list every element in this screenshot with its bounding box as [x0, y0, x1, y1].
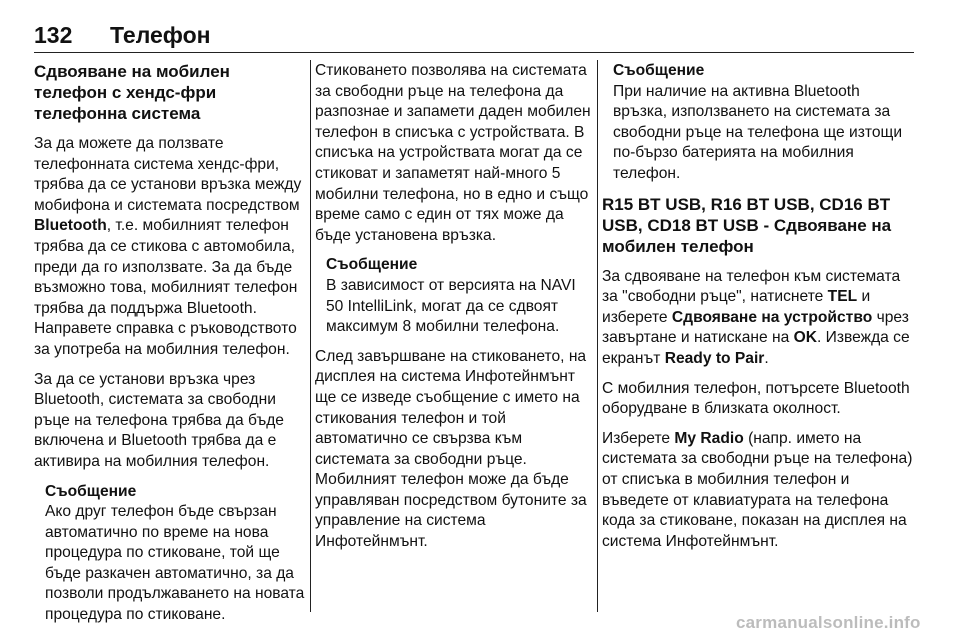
running-title: Телефон: [110, 22, 211, 48]
note-title: Съобщение: [326, 256, 418, 274]
column-3: [602, 61, 916, 561]
paragraph-pair-steps: За сдвояване на телефон към системата за "свободни ръце", натиснете TEL и изберете Сдвояване на устройство чрез завъртане и натискане на OK. Извежда се екранът Ready to Pair.: [602, 267, 910, 367]
page-number: 132: [34, 22, 73, 48]
ready-to-pair-term: Ready to Pair: [664, 349, 765, 367]
note-title: Съобщение: [613, 62, 705, 79]
paragraph-search: С мобилния телефон, потърсете Bluetooth оборудване в близката околност.: [602, 379, 910, 418]
paragraph-intro: За да можете да ползвате телефонната система хендс-фри, трябва да се установи връзка между мобифона и системата посредством Bluetooth, т.е. мобилният телефон трябва да се стикова с автомобила, преди да го използвате. За да бъде възможно това, мобилният телефон трябва да поддържа Bluetooth. Направете справка с ръководството за употреба на мобилния телефон.: [34, 135, 302, 358]
my-radio-term: My Radio: [674, 429, 744, 447]
header-rule: [34, 52, 914, 53]
paragraph-select: Изберете My Radio (напр. името на системата за свободни ръце на телефона) от списъка в мобилния телефон и въведете от клавиатурата на телефона кода за стиковане, показан на дисплея на система Инфотейнмънт.: [602, 429, 913, 550]
note-text: При наличие на активна Bluetooth връзка, използването на системата за свободни ръце на телефона ще изтощи по-бързо батерията на мобилния телефон.: [613, 82, 903, 182]
page-header: [34, 22, 914, 52]
note-box: [613, 61, 916, 185]
ok-term: OK: [793, 329, 818, 347]
column-1: [34, 61, 306, 635]
watermark: carmanualsonline.info: [736, 613, 921, 632]
note-box: [326, 255, 593, 337]
note-text: В зависимост от версията на NAVI 50 IntelliLink, могат да се сдвоят максимум 8 мобилни телефона.: [326, 276, 576, 336]
paragraph-connection: За да се установи връзка чрез Bluetooth, системата за свободни ръце на телефона трябва да бъде включена и Bluetooth трябва да е активира на мобилния телефон.: [34, 370, 284, 470]
column-2: [315, 61, 593, 562]
pair-device-term: Сдвояване на устройство: [671, 308, 873, 326]
column-divider-1: [310, 60, 311, 612]
paragraph-after-pairing: След завършване на стиковането, на дисплея на система Инфотейнмънт ще се изведе съобщение с името на стикования телефон и той автоматично се свързва към системата за свободни ръце. Мобилният телефон може да бъде управляван посредством бутоните за управление на система Инфотейнмънт.: [315, 347, 587, 551]
section-heading-models: R15 BT USB, R16 BT USB, CD16 BT USB, CD18 BT USB - Сдвояване на мобилен телефон: [602, 194, 892, 256]
paragraph-pairing-list: Стиковането позволява на системата за свободни ръце на телефона да разпознае и запамети даден мобилен телефон в списъка с устройствата. В списъка на устройствата могат да се стиковат и запаметят най-много 5 мобилни телефона, но в едно и също време само с един от тях може да бъде установена връзка.: [315, 62, 591, 244]
note-box: [45, 482, 306, 626]
tel-term: TEL: [827, 288, 858, 306]
note-text: Ако друг телефон бъде свързан автоматично по време на нова процедура по стиковане, той ще бъде разкачен автоматично, за да позволи продължаването на новата процедура по стиковане.: [45, 503, 305, 624]
bluetooth-term: Bluetooth: [34, 217, 107, 235]
section-heading-pairing: Сдвояване на мобилен телефон с хендс-фри телефонна система: [34, 62, 230, 123]
column-divider-2: [597, 60, 598, 612]
note-title: Съобщение: [45, 482, 137, 500]
